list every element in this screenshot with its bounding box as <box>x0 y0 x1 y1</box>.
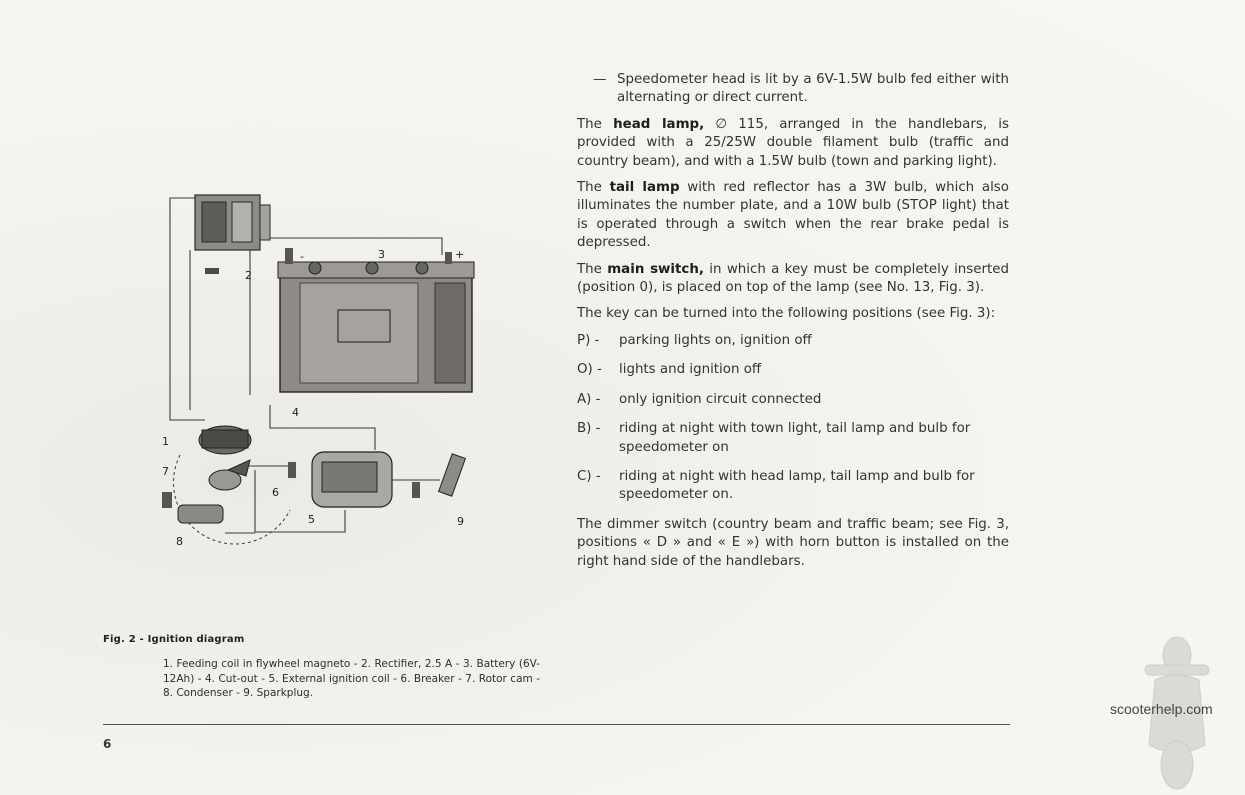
speedometer-text: Speedometer head is lit by a 6V-1.5W bulb fed either with alternating or direct current. <box>617 72 1009 106</box>
label-5: 5 <box>308 513 315 526</box>
figure-caption-body: 1. Feeding coil in flywheel magneto - 2. Rectifier, 2.5 A - 3. Battery (6V-12Ah) - 4. Cut-out - 5. External ignition coil - 6. Breaker - 7. Rotor cam - 8. Condenser - 9. Sparkplug. <box>163 658 540 699</box>
label-8: 8 <box>176 535 183 548</box>
rectifier <box>195 195 270 274</box>
label-2: 2 <box>245 269 252 282</box>
tail-lamp-paragraph <box>577 179 1009 253</box>
label-6: 6 <box>272 486 279 499</box>
tail-lamp-pre: The <box>577 180 610 196</box>
main-switch-text: in which a key must be completely inserted (position 0), is placed on top of the lamp (see No. 13, Fig. 3). <box>577 261 1009 296</box>
body-text <box>577 71 1009 579</box>
tail-lamp-term: tail lamp <box>609 180 680 196</box>
label-4: 4 <box>292 406 299 419</box>
ignition-coil <box>288 452 392 507</box>
breaker <box>209 460 250 490</box>
label-3: 3 <box>378 248 385 261</box>
position-key: O) - <box>577 362 602 378</box>
tail-lamp-text: with red reflector has a 3W bulb, which also illuminates the number plate, and a 10W bulb (STOP light) that is operated through a switch when the rear brake pedal is depressed. <box>577 180 1009 251</box>
position-text: riding at night with town light, tail lamp and bulb for speedometer on <box>619 421 971 455</box>
dimmer-switch-paragraph: The dimmer switch (country beam and traffic beam; see Fig. 3, positions « D » and « E ») with horn button is installed on the right hand side of the handlebars. <box>577 516 1009 569</box>
head-lamp-text: ∅ 115, arranged in the handlebars, is provided with a 25/25W double filament bulb (traffic and country beam), and with a 1.5W bulb (town and parking light). <box>577 116 1009 169</box>
ignition-diagram <box>150 180 480 550</box>
speedometer-note <box>593 71 1009 108</box>
label-minus: - <box>300 250 304 263</box>
head-lamp-term: head lamp, <box>613 116 705 132</box>
position-item-o <box>577 361 1009 379</box>
label-9: 9 <box>457 515 464 528</box>
label-1: 1 <box>162 435 169 448</box>
footer-rule <box>103 724 1010 725</box>
figure-caption-title: Fig. 2 - Ignition diagram <box>103 634 245 645</box>
battery <box>278 248 474 392</box>
main-switch-pre: The <box>577 261 608 277</box>
position-item-a <box>577 391 1009 409</box>
dash-mark: — <box>593 72 607 87</box>
head-lamp-pre: The <box>577 116 614 132</box>
label-7: 7 <box>162 465 169 478</box>
position-key: A) - <box>577 391 601 407</box>
position-key: P) - <box>577 332 600 348</box>
position-item-p <box>577 332 1009 350</box>
position-text: only ignition circuit connected <box>619 391 822 407</box>
position-text: riding at night with head lamp, tail lamp and bulb for speedometer on. <box>619 468 975 503</box>
label-plus: + <box>455 248 465 261</box>
position-text: parking lights on, ignition off <box>619 332 812 348</box>
position-item-c <box>577 468 1009 505</box>
wire-cutout <box>270 405 375 450</box>
position-key: B) - <box>577 421 601 437</box>
key-positions-intro: The key can be turned into the following positions (see Fig. 3): <box>577 306 996 322</box>
head-lamp-paragraph <box>577 116 1009 171</box>
position-text: lights and ignition off <box>619 362 762 378</box>
main-switch-paragraph <box>577 261 1009 298</box>
position-key: C) - <box>577 468 601 484</box>
sparkplug <box>412 454 465 498</box>
watermark-text: scooterhelp.com <box>1110 701 1213 717</box>
position-item-b <box>577 420 1009 457</box>
main-switch-term: main switch, <box>607 261 704 277</box>
page-number: 6 <box>103 737 112 751</box>
condenser <box>162 492 223 523</box>
